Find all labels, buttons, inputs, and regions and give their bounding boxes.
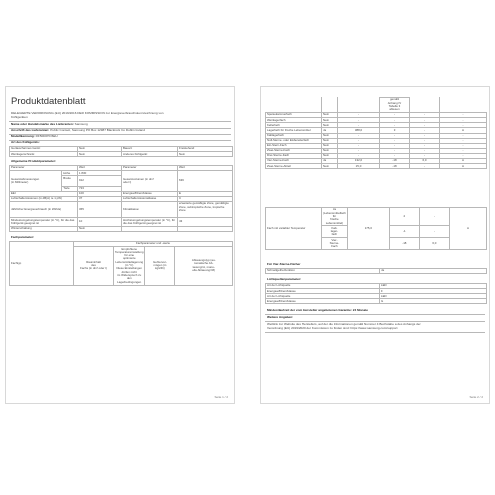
climate-class-value: erweiterte gemäßigte Zone, gemäßigte Zone, subtropische Zone, tropische Zone (178, 201, 233, 217)
table-cell: Vier-Sterne-Fach (266, 159, 322, 164)
type-cell: Anderes Kühlgerät: (122, 152, 178, 157)
param-value: 365 (78, 201, 122, 217)
dimensions-label: Gesamtabmessungen (in Millimeter) (10, 171, 62, 192)
variable-label: Fach mit variabler Temperatur (266, 208, 322, 250)
param-value: E (178, 191, 233, 196)
table-cell: - (380, 133, 410, 138)
param-label: Klimaklasse: (122, 201, 178, 217)
table-cell: - (410, 138, 440, 143)
param-value: 100 (78, 191, 122, 196)
table-cell: - (410, 118, 440, 123)
type-cell: Nein (78, 152, 122, 157)
param-header: Parameter (122, 166, 178, 171)
four-star-heading: Für Vier-Sterne-Fächer (267, 262, 301, 266)
param-label: Luftschallemissionsklasse (122, 196, 178, 201)
table-cell: -18 (389, 238, 419, 250)
table-cell: - (380, 123, 410, 128)
param-value: 10 (78, 218, 122, 226)
table-cell: - (440, 138, 487, 143)
table-cell: - (410, 153, 440, 158)
supplier-address: Public Contact, Samsung PO Box 12987 Blackrock Co Dublin Ireland (50, 128, 145, 132)
table-cell: 6,0 (419, 238, 449, 250)
table-cell: Weinlagerfach (266, 118, 322, 123)
table-cell: - (410, 133, 440, 138)
table-cell (338, 98, 380, 113)
comp-col-volume: Rauminhalt des Fachs (in dm³ oder l) (74, 247, 114, 285)
compartment-table (265, 97, 487, 169)
table-cell: Nein (322, 138, 338, 143)
table-cell: Nein (322, 153, 338, 158)
param-label: Jährlicher Energieverbrauch (in kWh/a) (10, 201, 78, 217)
type-cell: Nein (178, 152, 233, 157)
type-cell: Geräuscharmes Gerät: (10, 147, 78, 152)
supplier-name-label: Name oder Handelsmarke des Lieferanten: (11, 122, 74, 126)
table-cell: Ja (322, 159, 338, 164)
table-cell: LED (380, 294, 487, 299)
table-cell: Drei-Sterne-Fach (266, 153, 322, 158)
further-heading: Weitere Angaben: (267, 315, 294, 319)
param-label (122, 226, 178, 231)
table-cell: Kaltlagerfach (266, 133, 322, 138)
table-cell: - (410, 143, 440, 148)
table-cell: 132,0 (338, 159, 380, 164)
table-cell: - (410, 128, 440, 133)
variable-sub-name: Vier- Sterne- Fach (322, 238, 348, 250)
table-cell: F (380, 289, 487, 294)
table-cell: Nein (322, 118, 338, 123)
compartment-header-table (9, 241, 233, 286)
param-header: Wert (178, 166, 233, 171)
type-cell: Weinlagerschrank: (10, 152, 78, 157)
table-cell: - (440, 113, 487, 118)
param-value: 43 (178, 218, 233, 226)
table-cell: -18 (380, 159, 410, 164)
table-cell: Art der Lichtquelle (266, 284, 380, 289)
warranty: Mindestlaufzeit der vom Hersteller angebotenen Garantie: 24 Monate (267, 308, 368, 312)
table-cell: - (419, 226, 449, 238)
general-params-table (9, 165, 233, 232)
table-cell: - (419, 208, 449, 226)
table-cell: - (440, 153, 487, 158)
table-cell: Energieeffizienzklasse (266, 289, 380, 294)
param-label: Höchstumgebungstemperatur (in °C), für die das Kühlgerät geeignet ist (122, 218, 178, 226)
type-cell: Freistehend (178, 147, 233, 152)
table-cell: A (440, 164, 487, 169)
table-cell (410, 98, 440, 113)
param-label: Luftschallemissionen (in dB(A) re 1 pW) (10, 196, 78, 201)
table-cell: - (338, 123, 380, 128)
comp-col-temp: Empfohlene Temperatureinstellung für eine optimierte Lebensmittellagerung (in °C) Diese Einstellungen dürfen nicht im Widerspruch zu den Lagerbedingungen (115, 246, 144, 284)
table-cell: Art der Lichtquelle (266, 294, 380, 299)
variable-defrost: A (449, 208, 486, 250)
table-cell: -1 (389, 226, 419, 238)
table-cell: Ein-Stern-Fach (266, 143, 322, 148)
variable-volume: 175,0 (347, 208, 389, 250)
datasheet-page-1 (5, 86, 235, 404)
dim-name: Höhe (62, 171, 78, 176)
table-cell: - (440, 133, 487, 138)
table-cell: Lagerfach für frische Lebensmittel (266, 128, 322, 133)
param-header: Parameter (10, 166, 78, 171)
variable-compartment-table (265, 207, 487, 250)
table-cell: - (410, 113, 440, 118)
page-title: Produktdatenblatt (11, 96, 86, 107)
supplier-address-label: Anschrift des Lieferanten: (11, 128, 50, 132)
table-cell: - (338, 138, 380, 143)
comp-col-type: Fachtyp (10, 242, 74, 286)
comp-header-right: Fachparameter und -werte (74, 242, 233, 247)
dim-value: 912 (78, 176, 122, 186)
param-label: Winterschaltung (10, 226, 78, 231)
table-cell: Nein (322, 133, 338, 138)
table-cell (440, 98, 487, 113)
param-value (178, 226, 233, 231)
dim-value: 723 (78, 186, 122, 191)
comp-col-defrost: Abtauungstyp (au- tomatische Ab- tauung=A, manu- elle Abtauung=M) (175, 247, 233, 285)
table-cell: Ja (380, 269, 487, 274)
param-value: C (178, 196, 233, 201)
intro-line-1: DELEGIERTE VERORDNUNG (EU) 2019/2016 DER KOMMISSION zur Energieverbrauchskennzeichnung von (11, 111, 164, 115)
comp-col-freeze: Gefrierver- mögen (in kg/24h) (145, 247, 175, 285)
supplier-name: Samsung (74, 122, 88, 126)
volume-label: Gesamtvolumen (in dm³ oder l) (122, 171, 178, 192)
type-heading: Art des Kühlgeräts: (11, 140, 40, 144)
table-cell: - (440, 123, 487, 128)
table-cell: Energieeffizienzklasse (266, 299, 380, 304)
table-cell: - (380, 138, 410, 143)
param-label: EEI (10, 191, 78, 196)
table-cell: G (380, 299, 487, 304)
table-cell: A (440, 128, 487, 133)
table-cell (322, 98, 338, 113)
datasheet-page-2 (260, 86, 490, 404)
table-row (266, 164, 487, 169)
table-cell: 3 (380, 128, 410, 133)
table-cell: Nein (322, 143, 338, 148)
table-cell: Nein (322, 164, 338, 169)
table-cell: Zwei-Sterne-Fach (266, 148, 322, 153)
table-cell: - (410, 148, 440, 153)
table-cell (266, 98, 322, 113)
table-cell: LED (380, 284, 487, 289)
table-cell: - (440, 148, 487, 153)
model-id: RF50D0HO6EU (35, 134, 58, 138)
variable-temp: 2 (389, 208, 419, 226)
table-cell: - (380, 148, 410, 153)
table-cell: Null-Sterne- oder Eisbereiterfach (266, 138, 322, 143)
further-text-1: Weblink zur Website des Herstellers, auf der die Informationen gemäß Nummer 4 Buchstabe a des Anhangs der (267, 322, 421, 326)
table-cell: - (410, 123, 440, 128)
table-cell: Nein (322, 148, 338, 153)
table-cell: 388,0 (338, 128, 380, 133)
variable-sub-name: Kalt- lager- fach (322, 226, 348, 238)
table-cell: Kellerfach (266, 123, 322, 128)
compartment-heading: Fachparameter: (11, 235, 35, 239)
table-cell: Ja (322, 128, 338, 133)
table-cell: - (380, 143, 410, 148)
dim-name: Breite (62, 176, 78, 186)
table-cell: - (338, 148, 380, 153)
model-label: Modellkennung: (11, 134, 35, 138)
table-cell: - (410, 164, 440, 169)
table-cell: 6,0 (410, 159, 440, 164)
table-row (266, 299, 487, 304)
page-number: Seite 1 / 2 (214, 395, 228, 399)
table-cell: Speisekammerfach (266, 113, 322, 118)
table-cell: Nein (322, 113, 338, 118)
param-value: 37 (78, 196, 122, 201)
param-header: Wert (78, 166, 122, 171)
table-cell: - (338, 118, 380, 123)
type-cell: Nein (78, 147, 122, 152)
fast-freeze-table (265, 268, 487, 274)
table-cell: - (440, 143, 487, 148)
param-label: Energieeffizienzklasse (122, 191, 178, 196)
table-cell: -18 (380, 164, 410, 169)
table-cell: Zwei-Sterne-Abteil (266, 164, 322, 169)
volume-value: 636 (178, 171, 233, 192)
intro-line-2: Kühlgeräten (11, 115, 28, 119)
table-cell: - (380, 153, 410, 158)
table-cell: - (440, 118, 487, 123)
variable-ja: Ja (Lebensmittelfach für frische Lebensmittel) (323, 207, 346, 225)
light-table (265, 283, 487, 304)
table-cell: - (380, 113, 410, 118)
type-cell: Bauart: (122, 147, 178, 152)
table-cell: 15,0 (338, 164, 380, 169)
further-text-2: Verordnung (EU) 2019/2020 der Kommission zu finden sind: https://www.samsung.com/support (267, 326, 398, 330)
param-label: Mindestumgebungstemperatur (in °C), für die das Kühlgerät geeignet ist (10, 218, 78, 226)
type-table (9, 146, 233, 157)
table-cell: - (338, 113, 380, 118)
table-cell: Schnellgefrierfunktion (266, 269, 380, 274)
light-heading: Lichtquellenparameter: (267, 277, 302, 281)
table-cell: - (338, 143, 380, 148)
table-note: gemäß Anhang IV Tabelle 3 ablesen (380, 98, 410, 113)
table-cell: A (440, 159, 487, 164)
page-number: Seite 2 / 2 (469, 395, 483, 399)
table-cell: - (380, 118, 410, 123)
table-cell: Nein (322, 123, 338, 128)
param-value: Nein (78, 226, 122, 231)
dim-value: 1 830 (78, 171, 122, 176)
table-cell: - (338, 133, 380, 138)
general-heading: Allgemeine Produktparameter: (11, 159, 57, 163)
table-cell: - (338, 153, 380, 158)
dim-name: Tiefe (62, 186, 78, 191)
